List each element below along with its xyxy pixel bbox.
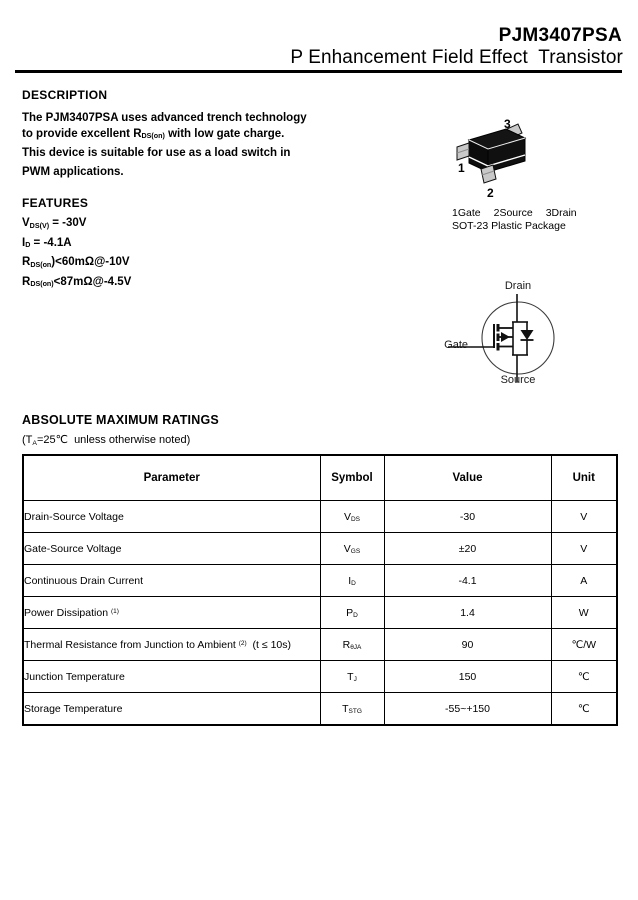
value-cell: -30: [384, 501, 551, 533]
ratings-heading: ABSOLUTE MAXIMUM RATINGS: [22, 413, 219, 427]
table-row: [23, 565, 617, 597]
value-cell: -55~+150: [384, 693, 551, 726]
package-caption: [452, 207, 577, 232]
table-row: [23, 533, 617, 565]
table-header-row: [23, 455, 617, 501]
ratings-table: [22, 454, 618, 726]
pin1-label: 1: [458, 161, 465, 175]
description-line: PWM applications.: [22, 165, 124, 178]
features-section: [22, 196, 352, 292]
description-line: The PJM3407PSA uses advanced trench technology: [22, 112, 307, 124]
part-number: PJM3407PSA: [498, 25, 622, 46]
column-header-symbol: Symbol: [320, 455, 384, 501]
parameter-cell: Junction Temperature: [23, 661, 320, 693]
parameter-cell: Drain-Source Voltage: [23, 501, 320, 533]
gate-label: Gate: [444, 339, 468, 351]
unit-cell: V: [551, 501, 617, 533]
header-rule: [15, 70, 622, 73]
feature-item: $R_{DS(on)}<87m\Omega@-4.5V$: [22, 275, 132, 289]
pin3-label: 3: [504, 117, 511, 131]
table-row: [23, 661, 617, 693]
features-heading: FEATURES: [22, 196, 89, 210]
table-row: [23, 597, 617, 629]
unit-cell: ℃: [551, 661, 617, 693]
unit-cell: W: [551, 597, 617, 629]
symbol-cell: $R_{\theta JA}$: [320, 629, 384, 661]
drain-label: Drain: [504, 280, 532, 292]
page-title: P Enhancement Field Effect Transistor: [290, 47, 623, 68]
feature-item: $R_{DS(on})<60m\Omega@-10V$: [22, 256, 130, 269]
source-label: Source: [500, 374, 536, 386]
table-row: [23, 693, 617, 726]
description-line: This device is suitable for use as a load switch in: [22, 147, 291, 159]
unit-cell: ℃/W: [551, 629, 617, 661]
mosfet-symbol-image: [440, 292, 590, 384]
symbol-cell: $T_J$: [320, 661, 384, 693]
parameter-cell: Storage Temperature: [23, 693, 320, 726]
table-row: [23, 501, 617, 533]
parameter-cell: Power Dissipation $^{(1)}$: [23, 597, 320, 629]
sot23-package-image: [450, 116, 554, 206]
unit-cell: ℃: [551, 693, 617, 726]
table-row: [23, 629, 617, 661]
package-name: SOT-23 Plastic Package: [452, 219, 566, 232]
feature-item: $I_D = -4.1A$: [22, 236, 72, 250]
unit-cell: V: [551, 533, 617, 565]
column-header-unit: Unit: [551, 455, 617, 501]
parameter-cell: Gate-Source Voltage: [23, 533, 320, 565]
description-section: [22, 88, 372, 180]
description-heading: DESCRIPTION: [22, 88, 108, 102]
value-cell: 1.4: [384, 597, 551, 629]
description-line: to provide excellent $R_{DS(on)}$ with low gate charge.: [22, 127, 285, 141]
pin2-label: 2: [487, 186, 494, 200]
value-cell: -4.1: [384, 565, 551, 597]
parameter-cell: Continuous Drain Current: [23, 565, 320, 597]
pin-function: 3Drain: [545, 207, 577, 219]
parameter-cell: Thermal Resistance from Junction to Ambient $^{(2)}$ (t ≤ 10s): [23, 629, 320, 661]
symbol-cell: $I_D$: [320, 565, 384, 597]
symbol-cell: $T_{STG}$: [320, 693, 384, 726]
column-header-value: Value: [384, 455, 551, 501]
value-cell: ±20: [384, 533, 551, 565]
pin-function: 2Source: [493, 207, 533, 219]
ratings-condition: ($T_A=25℃$ unless otherwise noted): [22, 434, 191, 447]
symbol-cell: $V_{DS}$: [320, 501, 384, 533]
symbol-cell: $P_D$: [320, 597, 384, 629]
value-cell: 90: [384, 629, 551, 661]
column-header-parameter: Parameter: [23, 455, 320, 501]
unit-cell: A: [551, 565, 617, 597]
value-cell: 150: [384, 661, 551, 693]
pin-function: 1Gate: [452, 207, 481, 219]
feature-item: $V_{DS(V)} = -30V$: [22, 217, 87, 230]
ratings-table-body: [23, 501, 617, 726]
symbol-cell: $V_{GS}$: [320, 533, 384, 565]
